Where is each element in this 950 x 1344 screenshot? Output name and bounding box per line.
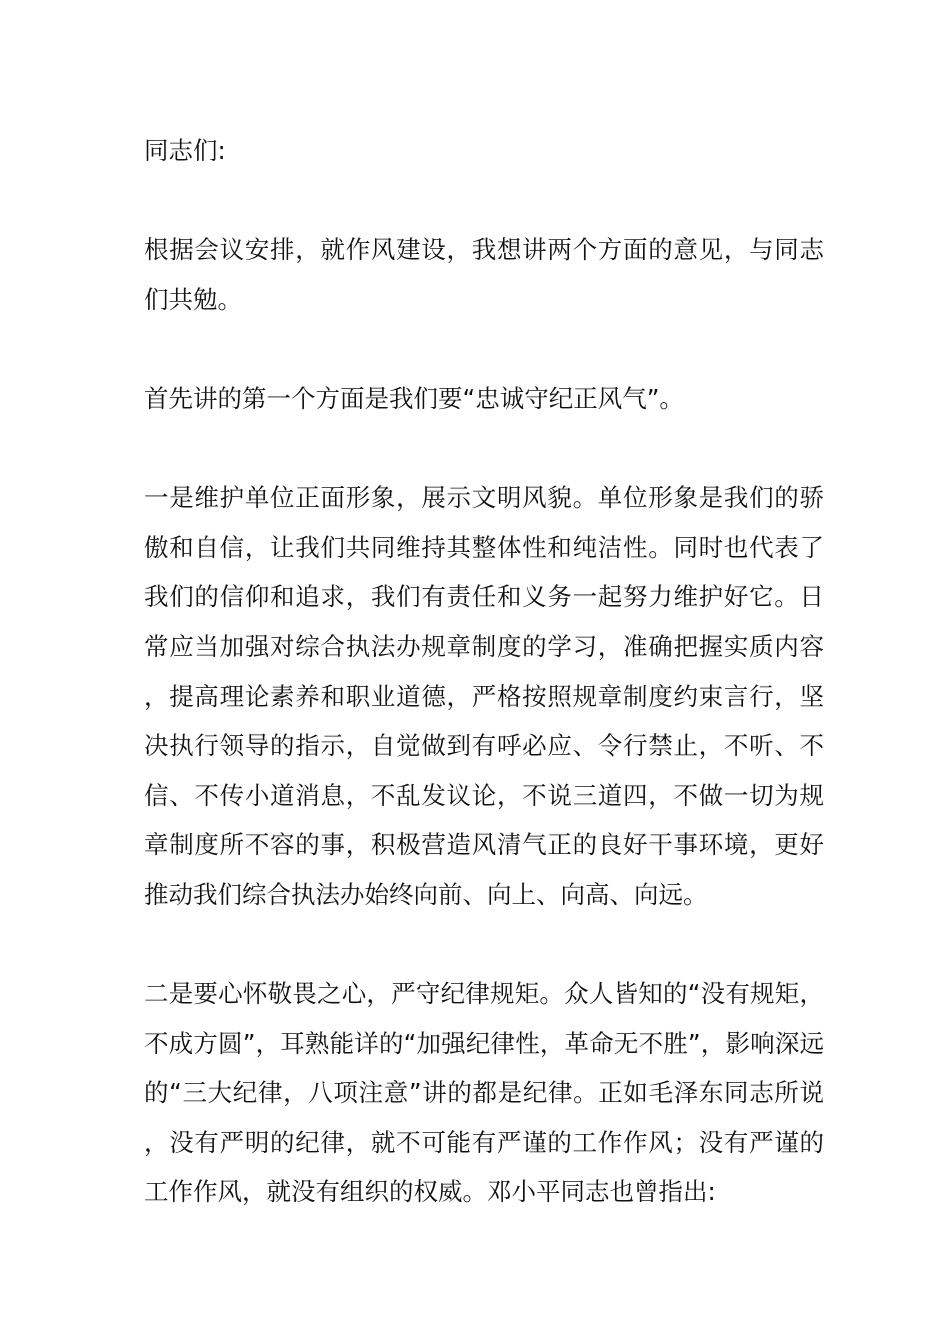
salutation: 同志们: (144, 136, 226, 165)
paragraph-intro: 根据会议安排，就作风建设，我想讲两个方面的意见，与同志们共勉。 (144, 235, 824, 314)
paragraph-point-one: 一是维护单位正面形象，展示文明风貌。单位形象是我们的骄傲和自信，让我们共同维持其整体性和纯洁性。同时也代表了我们的信仰和追求，我们有责任和义务一起努力维护好它。日常应当加强对综合执法办规章制度的学习，准确把握实质内容，提高理论素养和职业道德，严格按照规章制度约束言行，坚决执行领导的指示，自觉做到有呼必应、令行禁止，不听、不信、不传小道消息，不乱发议论，不说三道四，不做一切为规章制度所不容的事，积极营造风清气正的良好干事环境，更好推动我们综合执法办始终向前、向上、向高、向远。 (144, 483, 824, 909)
paragraph-point-two: 二是要心怀敬畏之心，严守纪律规矩。众人皆知的“没有规矩，不成方圆”，耳熟能详的“加强纪律性，革命无不胜”，影响深远的“三大纪律，八项注意”讲的都是纪律。正如毛泽东同志所说，没有严明的纪律，就不可能有严谨的工作作风；没有严谨的工作作风，就没有组织的权威。邓小平同志也曾指出: (144, 979, 824, 1207)
speech-body (144, 126, 824, 1267)
paragraph-first-aspect: 首先讲的第一个方面是我们要“忠诚守纪正风气”。 (144, 383, 684, 413)
